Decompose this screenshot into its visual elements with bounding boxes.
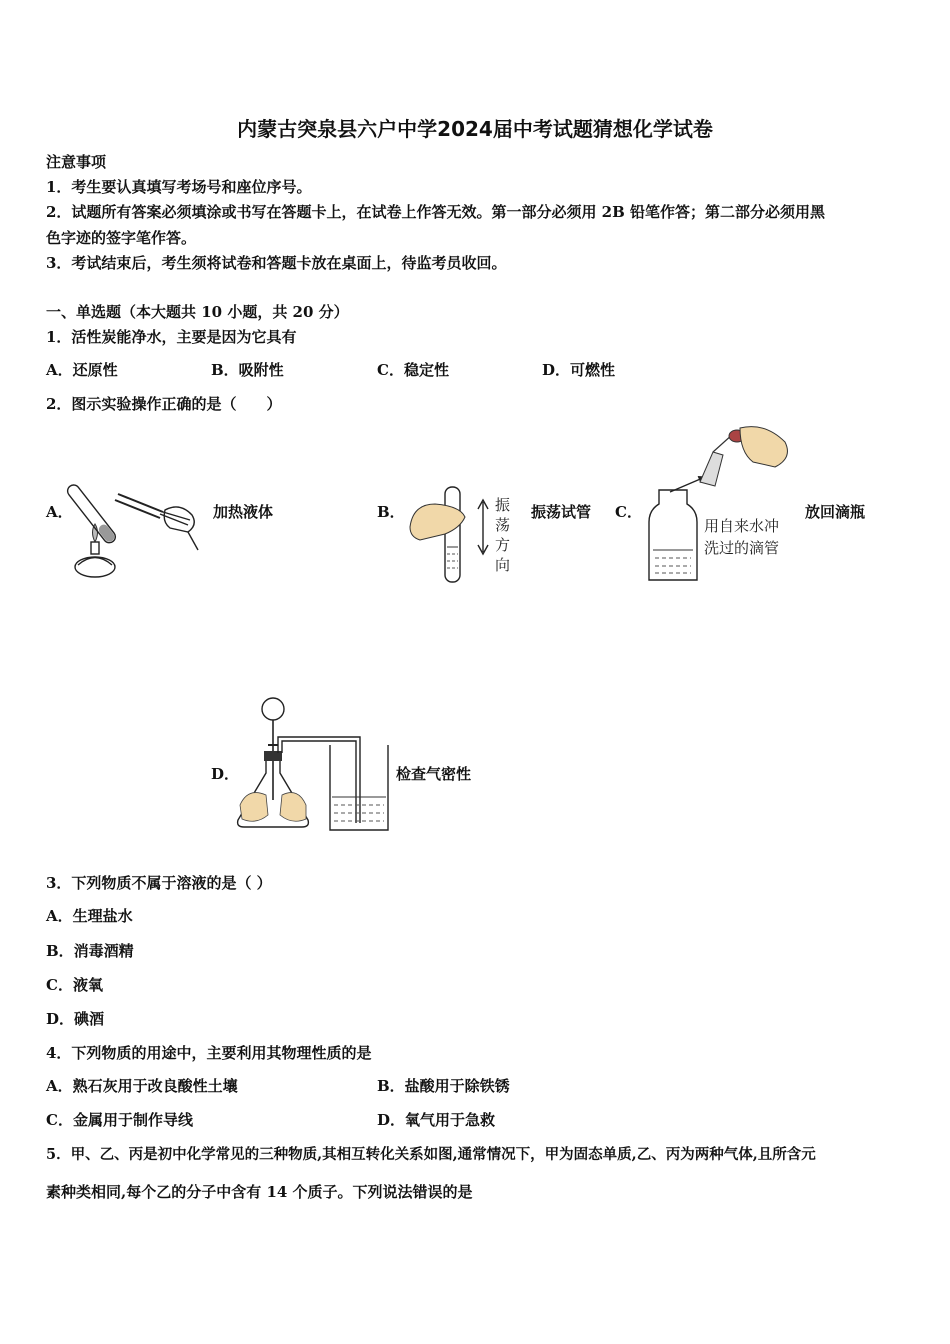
q1-option-d: D．可燃性 bbox=[542, 361, 616, 379]
q1-option-b: B．吸附性 bbox=[211, 361, 284, 379]
notice-item: 色字迹的签字笔作答。 bbox=[46, 229, 197, 247]
q2-option-b-caption: 振荡试管 bbox=[531, 503, 592, 521]
q5-stem-line1: 5．甲、乙、丙是初中化学常见的三种物质,其相互转化关系如图,通常情况下，甲为固态单质,乙、丙为两种气体,且所含元 bbox=[46, 1146, 816, 1163]
q2-option-c-caption: 放回滴瓶 bbox=[805, 503, 866, 521]
q2-option-d-letter: D． bbox=[211, 765, 240, 783]
q2-option-d-caption: 检查气密性 bbox=[396, 765, 472, 783]
section-heading: 一、单选题（本大题共 10 小题，共 20 分） bbox=[46, 303, 349, 321]
q4-option-b: B．盐酸用于除铁锈 bbox=[377, 1077, 510, 1095]
q4-option-a: A．熟石灰用于改良酸性土壤 bbox=[46, 1077, 238, 1095]
shaking-test-tube-figure bbox=[405, 482, 495, 587]
heating-liquid-figure bbox=[70, 470, 210, 585]
q2-option-b-letter: B． bbox=[377, 503, 405, 521]
q1-option-a: A．还原性 bbox=[46, 361, 118, 379]
shake-label-char: 荡 bbox=[495, 516, 511, 534]
q4-option-c: C．金属用于制作导线 bbox=[46, 1111, 193, 1129]
page-title: 内蒙古突泉县六户中学2024届中考试题猜想化学试卷 bbox=[237, 117, 713, 141]
dropper-bottle-figure bbox=[645, 422, 800, 587]
q3-option-a: A．生理盐水 bbox=[46, 907, 133, 925]
q3-option-c: C．液氧 bbox=[46, 976, 103, 994]
notice-item: 2．试题所有答案必须填涂或书写在答题卡上，在试卷上作答无效。第一部分必须用 2B 铅笔作答；第二部分必须用黑 bbox=[46, 203, 826, 221]
shake-label-char: 振 bbox=[495, 496, 511, 514]
notice-heading: 注意事项 bbox=[46, 153, 107, 171]
dropper-note-line: 洗过的滴管 bbox=[704, 539, 780, 557]
notice-item: 1．考生要认真填写考场号和座位序号。 bbox=[46, 178, 312, 196]
q2-option-c-letter: C． bbox=[615, 503, 642, 521]
q3-option-d: D．碘酒 bbox=[46, 1010, 105, 1028]
q2-stem: 2．图示实验操作正确的是（ ） bbox=[46, 395, 282, 413]
shake-label-char: 向 bbox=[495, 556, 511, 574]
shake-label-char: 方 bbox=[495, 536, 511, 554]
q2-option-a-caption: 加热液体 bbox=[213, 503, 274, 521]
q3-option-b: B．消毒酒精 bbox=[46, 942, 134, 960]
dropper-note-line: 用自来水冲 bbox=[704, 517, 780, 535]
q2-option-a-letter: A． bbox=[46, 503, 73, 521]
shake-direction-label bbox=[495, 495, 510, 575]
q1-option-c: C．稳定性 bbox=[377, 361, 449, 379]
q4-option-d: D．氧气用于急救 bbox=[377, 1111, 496, 1129]
q1-stem: 1．活性炭能净水，主要是因为它具有 bbox=[46, 328, 297, 346]
notice-item: 3．考试结束后，考生须将试卷和答题卡放在桌面上，待监考员收回。 bbox=[46, 254, 507, 272]
dropper-note bbox=[704, 515, 779, 559]
airtightness-check-figure bbox=[238, 695, 393, 840]
q5-stem-line2: 素种类相同,每个乙的分子中含有 14 个质子。下列说法错误的是 bbox=[46, 1183, 473, 1201]
q3-stem: 3．下列物质不属于溶液的是（ ） bbox=[46, 874, 272, 892]
q4-stem: 4．下列物质的用途中，主要利用其物理性质的是 bbox=[46, 1044, 372, 1062]
